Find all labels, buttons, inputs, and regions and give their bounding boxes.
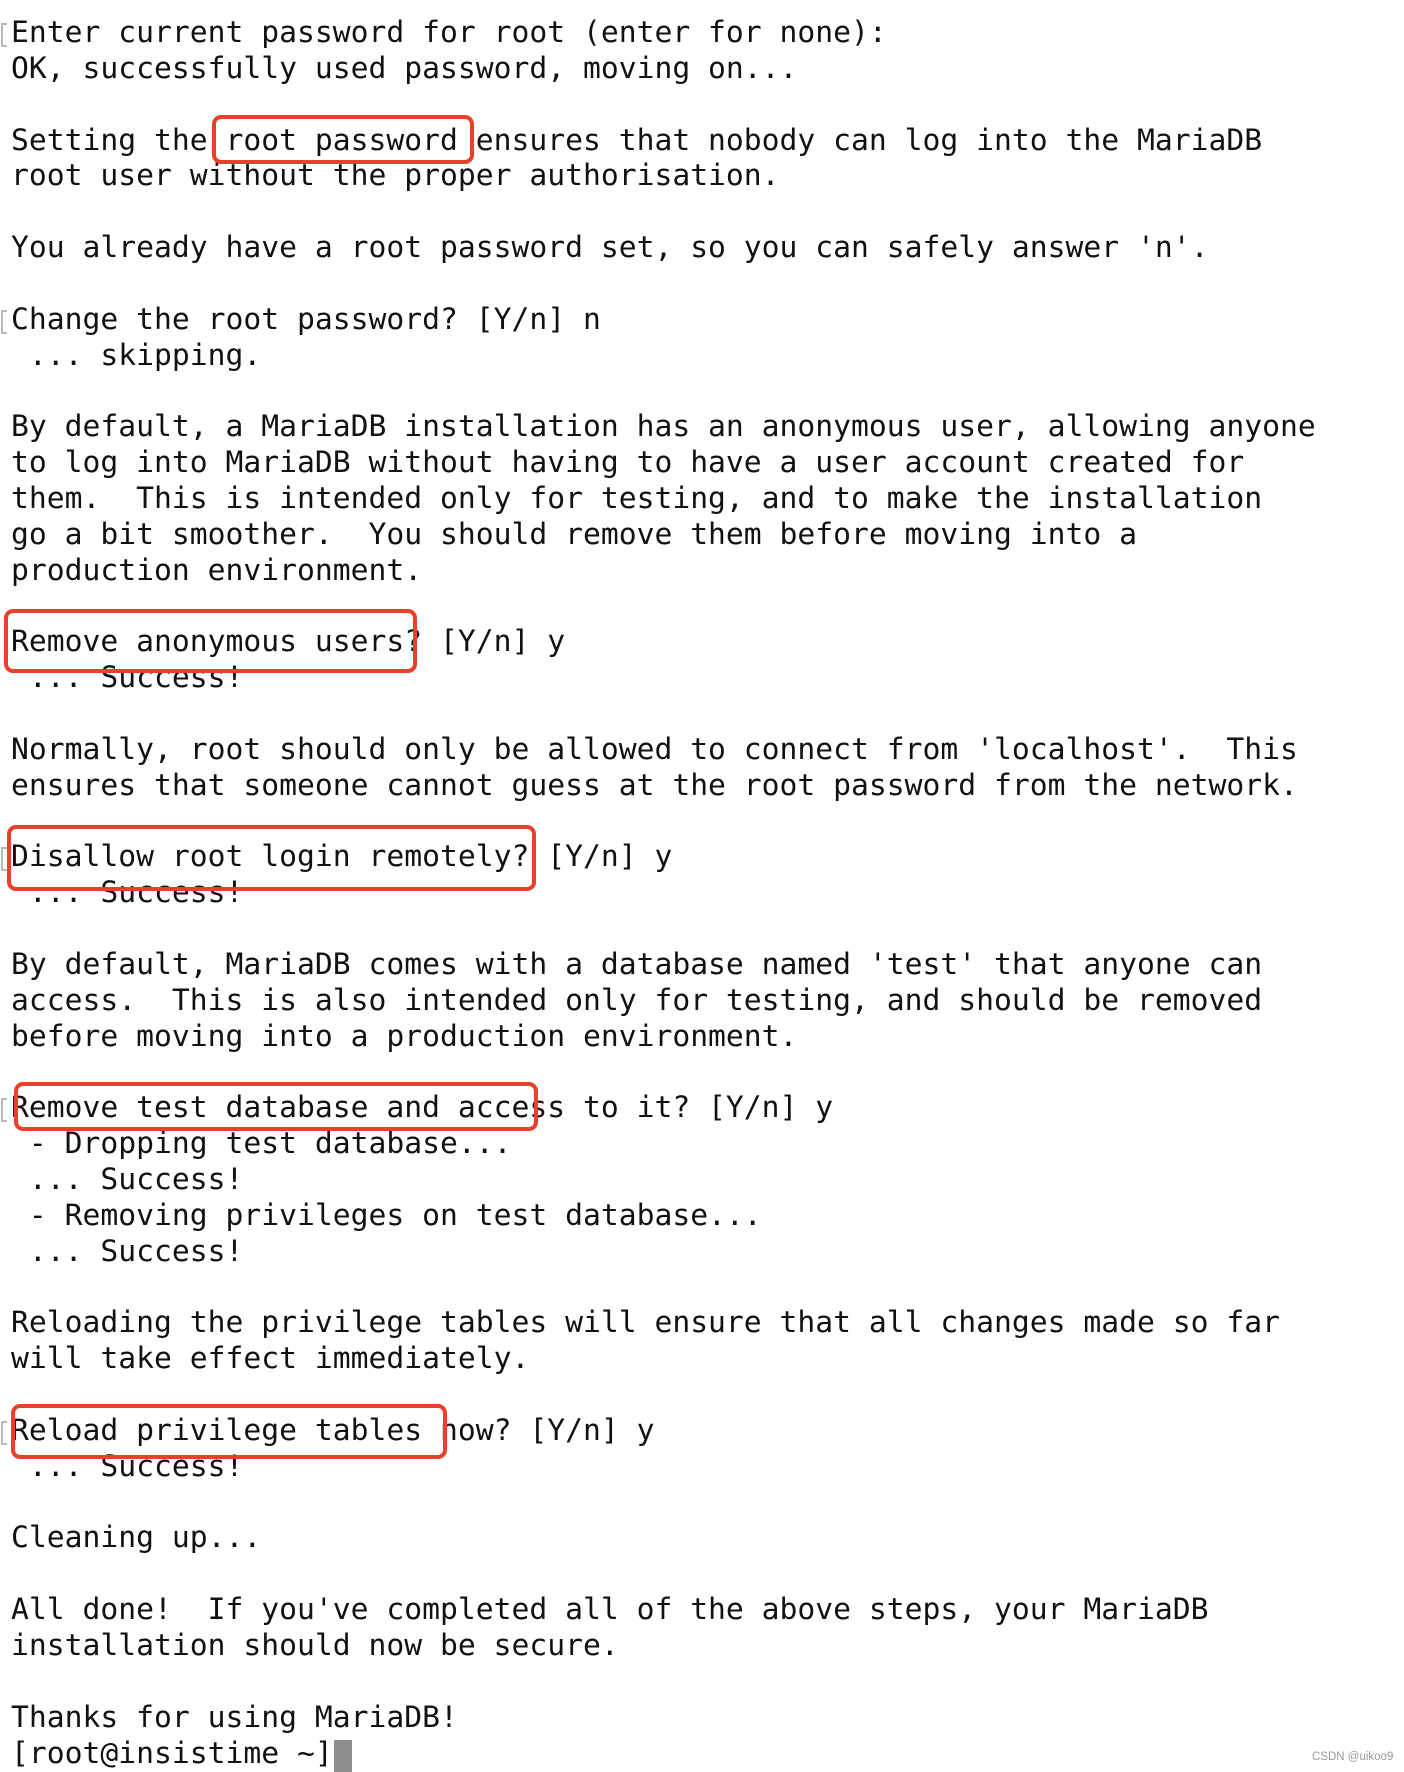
- terminal-line: [11, 1520, 1404, 1556]
- terminal-line: [11, 1377, 1404, 1413]
- terminal-line: [11, 409, 1404, 445]
- terminal-line: [11, 1054, 1404, 1090]
- terminal-line-text: Normally, root should only be allowed to connect from 'localhost'. This: [11, 731, 1298, 767]
- terminal-line-text: All done! If you've completed all of the above steps, your MariaDB: [11, 1592, 1209, 1628]
- terminal-line-text: Setting the root password ensures that nobody can log into the MariaDB: [11, 122, 1263, 158]
- terminal-line: [11, 1305, 1404, 1341]
- terminal-line: [11, 1664, 1404, 1700]
- terminal-cursor: [334, 1740, 352, 1772]
- terminal-line: [11, 266, 1404, 302]
- terminal-line-text: Change the root password? [Y/n] n: [11, 301, 601, 337]
- terminal-line-text: By default, a MariaDB installation has an anonymous user, allowing anyone: [11, 409, 1316, 445]
- terminal-line: [11, 194, 1404, 230]
- terminal-line: [11, 373, 1404, 409]
- terminal-line: [11, 1019, 1404, 1055]
- terminal-line: [11, 875, 1404, 911]
- terminal-line: [11, 1485, 1404, 1521]
- terminal-line-text: ... skipping.: [11, 337, 262, 373]
- terminal-line-text: root user without the proper authorisation.: [11, 158, 780, 194]
- terminal-line: [11, 804, 1404, 840]
- terminal-line-text: will take effect immediately.: [11, 1341, 530, 1377]
- watermark: CSDN @uikoo9: [1312, 1751, 1394, 1763]
- line-marker-icon: [1, 310, 7, 334]
- terminal-line: [11, 338, 1404, 374]
- line-marker-icon: [1, 23, 7, 47]
- terminal-line-text: [root@insistime ~]: [11, 1735, 333, 1771]
- terminal-line-text: Reloading the privilege tables will ensure that all changes made so far: [11, 1305, 1281, 1341]
- terminal-line: [11, 15, 1404, 51]
- terminal-line-text: Thanks for using MariaDB!: [11, 1699, 458, 1735]
- terminal-line: [11, 51, 1404, 87]
- terminal-line: [11, 302, 1404, 338]
- terminal-line-text: production environment.: [11, 552, 423, 588]
- terminal-line: [11, 839, 1404, 875]
- line-marker-icon: [1, 847, 7, 871]
- terminal-line: [11, 1592, 1404, 1628]
- terminal-line-text: ... Success!: [11, 1448, 244, 1484]
- terminal-line-text: OK, successfully used password, moving on...: [11, 50, 798, 86]
- terminal-line: [11, 1736, 1404, 1772]
- terminal-line: [11, 1162, 1404, 1198]
- terminal-line: [11, 553, 1404, 589]
- terminal-line: [11, 517, 1404, 553]
- terminal-line-text: Disallow root login remotely? [Y/n] y: [11, 839, 673, 875]
- terminal-line-text: access. This is also intended only for testing, and should be removed: [11, 982, 1263, 1018]
- terminal-line: [11, 696, 1404, 732]
- terminal-line-text: You already have a root password set, so you can safely answer 'n'.: [11, 230, 1209, 266]
- terminal-line: [11, 732, 1404, 768]
- terminal-line: [11, 1449, 1404, 1485]
- terminal-line-text: go a bit smoother. You should remove them before moving into a: [11, 516, 1138, 552]
- line-marker-icon: [1, 1098, 7, 1122]
- terminal-line: [11, 1090, 1404, 1126]
- terminal-line-text: - Dropping test database...: [11, 1126, 512, 1162]
- terminal-line-text: By default, MariaDB comes with a database named 'test' that anyone can: [11, 946, 1263, 982]
- terminal-line: [11, 660, 1404, 696]
- terminal-line: [11, 589, 1404, 625]
- terminal-line-text: Remove test database and access to it? [Y/n] y: [11, 1090, 834, 1126]
- terminal-line-text: ensures that someone cannot guess at the root password from the network.: [11, 767, 1298, 803]
- line-marker-icon: [1, 1421, 7, 1445]
- terminal-line-text: - Removing privileges on test database...: [11, 1197, 762, 1233]
- terminal-line: [11, 1341, 1404, 1377]
- terminal-line-text: installation should now be secure.: [11, 1627, 619, 1663]
- terminal-line: [11, 1234, 1404, 1270]
- terminal-line: [11, 1628, 1404, 1664]
- terminal-line-text: before moving into a production environment.: [11, 1018, 798, 1054]
- terminal-line: [11, 123, 1404, 159]
- terminal-line: [11, 1198, 1404, 1234]
- terminal-line: [11, 1413, 1404, 1449]
- terminal-line: [11, 445, 1404, 481]
- terminal-line-text: to log into MariaDB without having to have a user account created for: [11, 445, 1245, 481]
- terminal-line: [11, 983, 1404, 1019]
- terminal-line-text: ... Success!: [11, 1162, 244, 1197]
- terminal-line-text: Cleaning up...: [11, 1520, 262, 1556]
- terminal-line: [11, 1270, 1404, 1306]
- terminal-line: [11, 158, 1404, 194]
- terminal-line: [11, 947, 1404, 983]
- terminal-line: [11, 87, 1404, 123]
- terminal-line-text: Enter current password for root (enter for none):: [11, 15, 887, 50]
- terminal-line: [11, 768, 1404, 804]
- terminal-line: [11, 481, 1404, 517]
- terminal-line: [11, 1126, 1404, 1162]
- terminal-line: [11, 230, 1404, 266]
- terminal-line-text: Reload privilege tables now? [Y/n] y: [11, 1412, 655, 1448]
- terminal-line-text: ... Success!: [11, 875, 244, 911]
- terminal-line: [11, 911, 1404, 947]
- terminal-line: [11, 624, 1404, 660]
- terminal-line: [11, 1556, 1404, 1592]
- terminal-line-text: them. This is intended only for testing, and to make the installation: [11, 480, 1263, 516]
- terminal-line-text: ... Success!: [11, 1233, 244, 1269]
- terminal-line-text: ... Success!: [11, 660, 244, 696]
- terminal-line-text: Remove anonymous users? [Y/n] y: [11, 624, 566, 660]
- terminal-line: [11, 1700, 1404, 1736]
